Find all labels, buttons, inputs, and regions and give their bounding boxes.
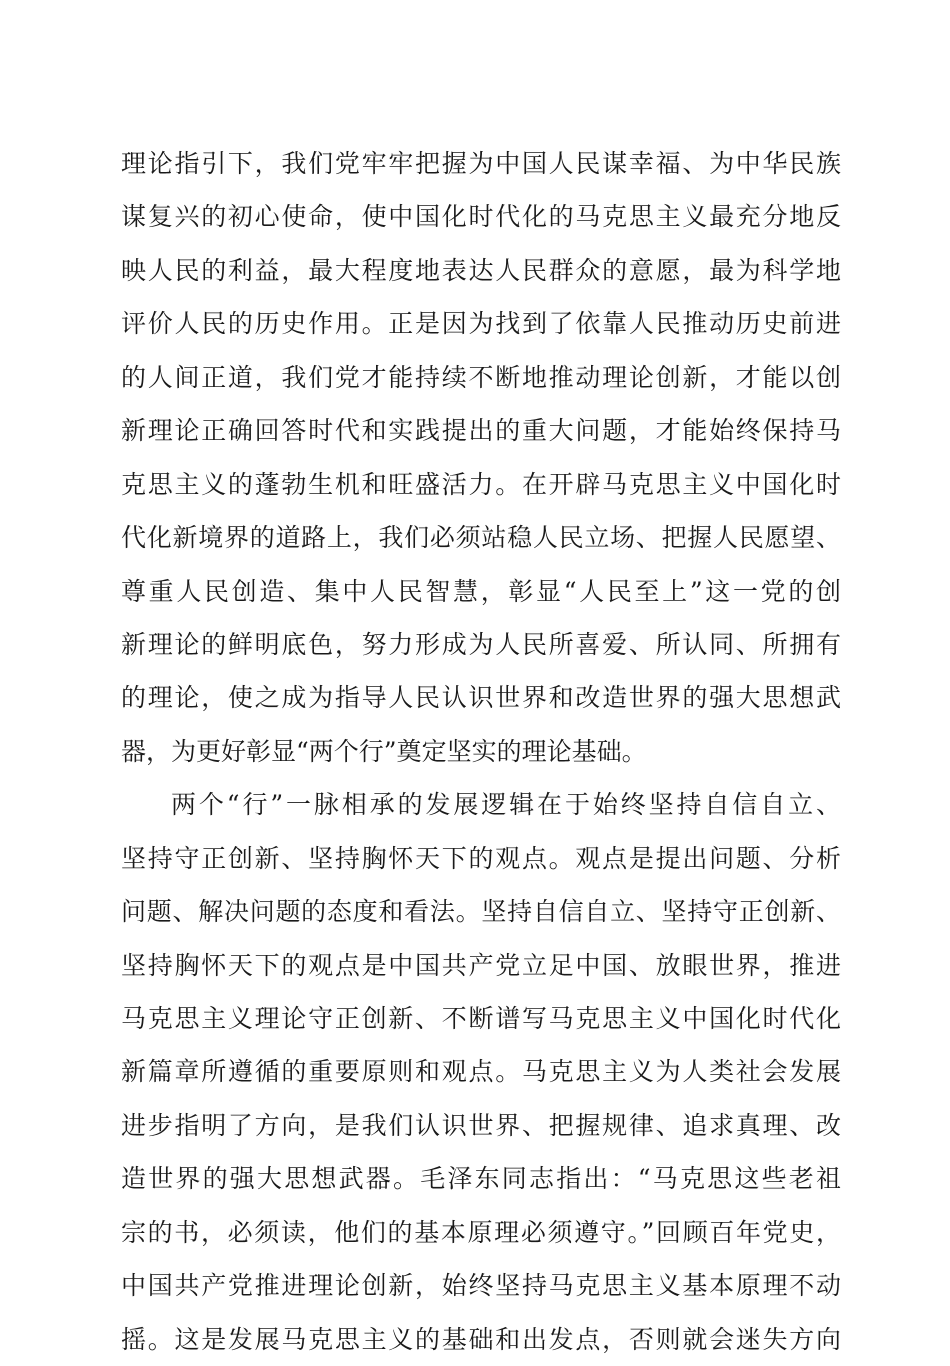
text-line: 映人民的利益，最大程度地表达人民群众的意愿，最为科学地 bbox=[121, 255, 841, 285]
text-line: 摇。这是发展马克思主义的基础和出发点，否则就会迷失方向 bbox=[121, 1324, 841, 1354]
text-line: 新理论的鲜明底色，努力形成为人民所喜爱、所认同、所拥有 bbox=[121, 629, 841, 659]
text-line: 造世界的强大思想武器。毛泽东同志指出：“马克思这些老祖 bbox=[121, 1164, 841, 1194]
text-line: 问题、解决问题的态度和看法。坚持自信自立、坚持守正创新、 bbox=[121, 897, 841, 927]
text-line: 器，为更好彰显“两个行”奠定坚实的理论基础。 bbox=[121, 736, 647, 766]
text-line: 宗的书，必须读，他们的基本原理必须遵守。”回顾百年党史， bbox=[121, 1217, 841, 1247]
text-line: 尊重人民创造、集中人民智慧，彰显“人民至上”这一党的创 bbox=[121, 576, 841, 606]
text-line: 新篇章所遵循的重要原则和观点。马克思主义为人类社会发展 bbox=[121, 1057, 841, 1087]
text-line: 克思主义的蓬勃生机和旺盛活力。在开辟马克思主义中国化时 bbox=[121, 469, 841, 499]
text-line: 新理论正确回答时代和实践提出的重大问题，才能始终保持马 bbox=[121, 416, 841, 446]
text-line: 的人间正道，我们党才能持续不断地推动理论创新，才能以创 bbox=[121, 362, 841, 392]
text-line: 中国共产党推进理论创新，始终坚持马克思主义基本原理不动 bbox=[121, 1271, 841, 1301]
text-line: 坚持胸怀天下的观点是中国共产党立足中国、放眼世界，推进 bbox=[121, 950, 841, 980]
body-text bbox=[121, 137, 841, 1366]
paragraph-1 bbox=[121, 137, 841, 778]
text-line: 代化新境界的道路上，我们必须站稳人民立场、把握人民愿望、 bbox=[121, 523, 841, 553]
text-line: 理论指引下，我们党牢牢把握为中国人民谋幸福、为中华民族 bbox=[121, 149, 841, 178]
text-line: 谋复兴的初心使命，使中国化时代化的马克思主义最充分地反 bbox=[121, 202, 841, 232]
text-line: 评价人民的历史作用。正是因为找到了依靠人民推动历史前进 bbox=[121, 309, 841, 339]
text-line: 的理论，使之成为指导人民认识世界和改造世界的强大思想武 bbox=[121, 683, 841, 713]
text-line: 两个“行”一脉相承的发展逻辑在于始终坚持自信自立、 bbox=[171, 790, 841, 820]
text-line: 坚持守正创新、坚持胸怀天下的观点。观点是提出问题、分析 bbox=[121, 843, 841, 873]
text-line: 进步指明了方向，是我们认识世界、把握规律、追求真理、改 bbox=[121, 1110, 841, 1140]
paragraph-2 bbox=[121, 778, 841, 1366]
text-line: 马克思主义理论守正创新、不断谱写马克思主义中国化时代化 bbox=[121, 1004, 841, 1033]
